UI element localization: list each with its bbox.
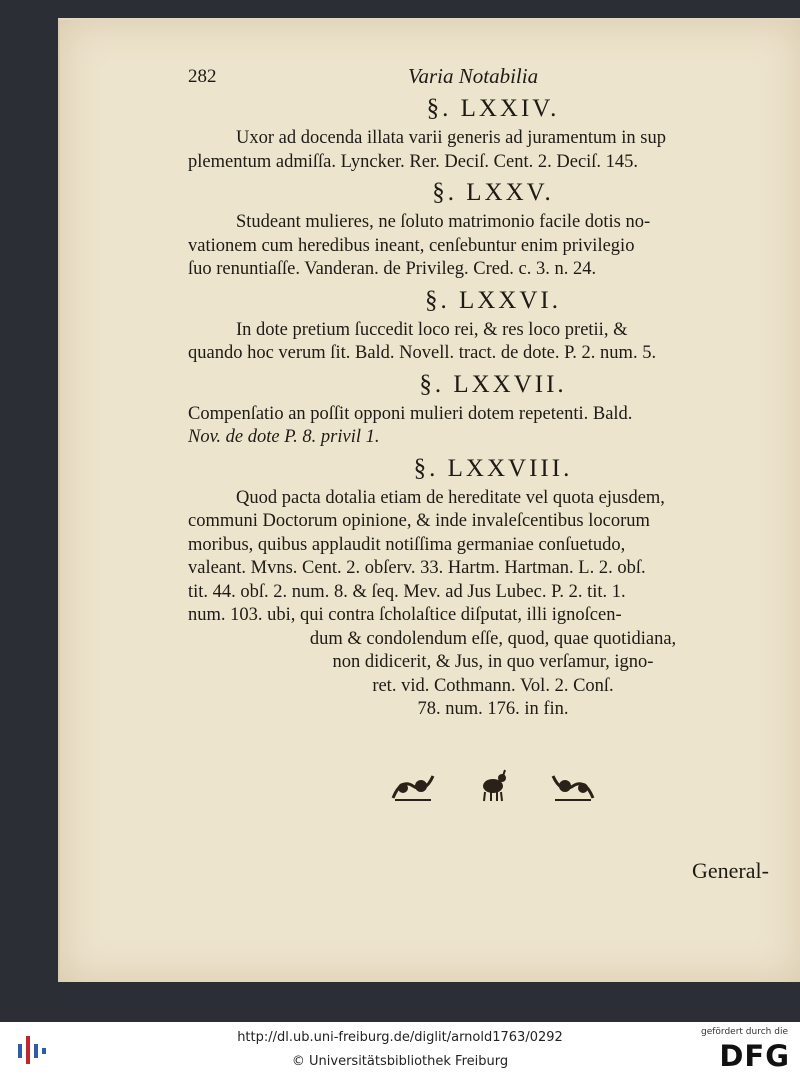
text-line: Quod pacta dotalia etiam de hereditate vel quota ejusdem,: [236, 487, 665, 508]
text-line: quando hoc verum ſit. Bald. Novell. tract. de dote. P. 2. num. 5.: [188, 343, 657, 363]
page-content: [188, 60, 798, 804]
text-line: communi Doctorum opinione, & inde invaleſcentibus locorum: [188, 511, 650, 531]
catchword: General-: [692, 858, 769, 883]
text-line: plementum admiſſa. Lyncker. Rer. Deciſ. Cent. 2. Deciſ. 145.: [188, 151, 639, 172]
section-paragraph: [188, 487, 798, 722]
text-line: Uxor ad docenda illata varii generis ad juramentum in sup: [236, 128, 666, 148]
running-title: Varia Notabilia: [408, 64, 539, 88]
section-paragraph: [188, 127, 798, 174]
floral-bird-ornament-icon: [389, 768, 437, 804]
page-number: 282: [188, 66, 217, 87]
text-line: Studeant mulieres, ne ſoluto matrimonio facile dotis no-: [236, 212, 651, 232]
section-heading: §. LXXIV.: [426, 95, 560, 122]
book-page: [58, 18, 800, 982]
text-line: In dote pretium ſuccedit loco rei, & res loco pretii, &: [236, 319, 628, 340]
section-paragraph: [188, 211, 798, 282]
copyright-notice: © Universitätsbibliothek Freiburg: [291, 1054, 509, 1069]
sponsor-note: gefördert durch die: [701, 1027, 788, 1037]
section-paragraph: [188, 319, 798, 366]
dfg-logo: DFG: [719, 1039, 790, 1073]
section-paragraph: [188, 403, 798, 450]
text-line: non didicerit, & Jus, in quo verſamur, igno-: [332, 652, 654, 672]
running-head: [188, 60, 798, 94]
section-heading: §. LXXV.: [432, 179, 554, 206]
text-line: moribus, quibus applaudit notiſſima germaniae conſuetudo,: [188, 534, 626, 555]
text-line: 78. num. 176. in fin.: [417, 699, 569, 719]
text-line: Nov. de dote P. 8. privil 1.: [188, 427, 380, 447]
text-line: vationem cum heredibus ineant, cenſebuntur enim privilegio: [188, 235, 635, 256]
text-line: valeant. Mvns. Cent. 2. obſerv. 33. Hartm. Hartman. L. 2. obſ.: [188, 558, 646, 578]
floral-bird-ornament-icon: [549, 768, 597, 804]
viewer-footer: [0, 1022, 800, 1078]
section-heading: §. LXXVIII.: [413, 454, 573, 482]
section-heading: §. LXXVII.: [419, 370, 567, 398]
text-line: ſuo renuntiaſſe. Vanderan. de Privileg. Cred. c. 3. n. 24.: [188, 259, 597, 279]
text-line: dum & condolendum eſſe, quod, quae quotidiana,: [309, 628, 677, 649]
permalink-url[interactable]: http://dl.ub.uni-freiburg.de/diglit/arnold1763/0292: [237, 1030, 563, 1045]
text-line: tit. 44. obſ. 2. num. 8. & ſeq. Mev. ad Jus Lubec. P. 2. tit. 1.: [188, 581, 626, 602]
section-heading: §. LXXVI.: [424, 286, 561, 314]
printers-ornament: [188, 768, 798, 804]
text-line: num. 103. ubi, qui contra ſcholaſtice diſputat, illi ignoſcen-: [188, 605, 622, 625]
text-line: ret. vid. Cothmann. Vol. 2. Conſ.: [372, 675, 614, 696]
lamb-ornament-icon: [475, 768, 511, 804]
text-line: Compenſatio an poſſit opponi mulieri dotem repetenti. Bald.: [188, 403, 633, 424]
